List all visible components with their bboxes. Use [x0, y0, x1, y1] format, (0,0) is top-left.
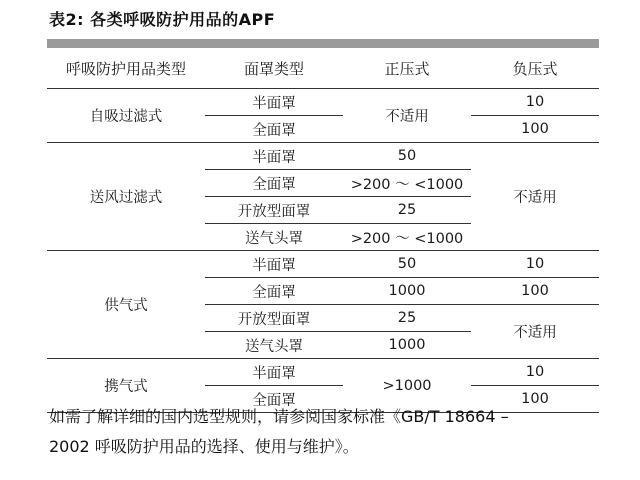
- header-positive-pressure: 正压式: [343, 48, 471, 89]
- mask-type-cell: 全面罩: [205, 170, 343, 197]
- footer-line-1: 如需了解详细的国内选型规则，请参阅国家标准《GB/T 18664 –: [49, 407, 509, 426]
- negative-value-cell: 不适用: [471, 305, 599, 359]
- footer-note: [49, 402, 609, 462]
- mask-type-cell: 开放型面罩: [205, 305, 343, 332]
- footer-line-2: 2002 呼吸防护用品的选择、使用与维护》。: [49, 437, 359, 456]
- table-row: [47, 89, 599, 116]
- positive-value-cell: 1000: [343, 332, 471, 359]
- positive-value-cell: 50: [343, 143, 471, 170]
- group-type-cell: 自吸过滤式: [47, 89, 205, 143]
- mask-type-cell: 半面罩: [205, 359, 343, 386]
- positive-value-cell: 不适用: [343, 89, 471, 143]
- mask-type-cell: 半面罩: [205, 143, 343, 170]
- table-title: 表2: 各类呼吸防护用品的APF: [49, 10, 276, 29]
- table-row: [47, 251, 599, 278]
- group-type-cell: 送风过滤式: [47, 143, 205, 251]
- positive-value-cell: 50: [343, 251, 471, 278]
- table-row: [47, 359, 599, 386]
- group-type-cell: 供气式: [47, 251, 205, 359]
- mask-type-cell: 送气头罩: [205, 224, 343, 251]
- negative-value-cell: 不适用: [471, 143, 599, 251]
- mask-type-cell: 送气头罩: [205, 332, 343, 359]
- table-row: [47, 143, 599, 170]
- header-mask-type: 面罩类型: [205, 48, 343, 89]
- negative-value-cell: 100: [471, 116, 599, 143]
- positive-value-cell: >200 ～ <1000: [343, 224, 471, 251]
- positive-value-cell: 1000: [343, 278, 471, 305]
- mask-type-cell: 全面罩: [205, 386, 343, 413]
- header-negative-pressure: 负压式: [471, 48, 599, 89]
- negative-value-cell: 10: [471, 89, 599, 116]
- header-respirator-type: 呼吸防护用品类型: [47, 48, 205, 89]
- negative-value-cell: 10: [471, 359, 599, 386]
- group-type-cell: 携气式: [47, 359, 205, 413]
- mask-type-cell: 开放型面罩: [205, 197, 343, 224]
- positive-value-cell: >200 ～ <1000: [343, 170, 471, 197]
- title-divider-bar: [47, 39, 599, 48]
- positive-value-cell: 25: [343, 305, 471, 332]
- negative-value-cell: 10: [471, 251, 599, 278]
- positive-value-cell: >1000: [343, 359, 471, 413]
- mask-type-cell: 半面罩: [205, 89, 343, 116]
- mask-type-cell: 全面罩: [205, 278, 343, 305]
- mask-type-cell: 全面罩: [205, 116, 343, 143]
- negative-value-cell: 100: [471, 386, 599, 413]
- positive-value-cell: 25: [343, 197, 471, 224]
- table-header-row: [47, 48, 599, 89]
- negative-value-cell: 100: [471, 278, 599, 305]
- apf-table: [47, 48, 599, 413]
- mask-type-cell: 半面罩: [205, 251, 343, 278]
